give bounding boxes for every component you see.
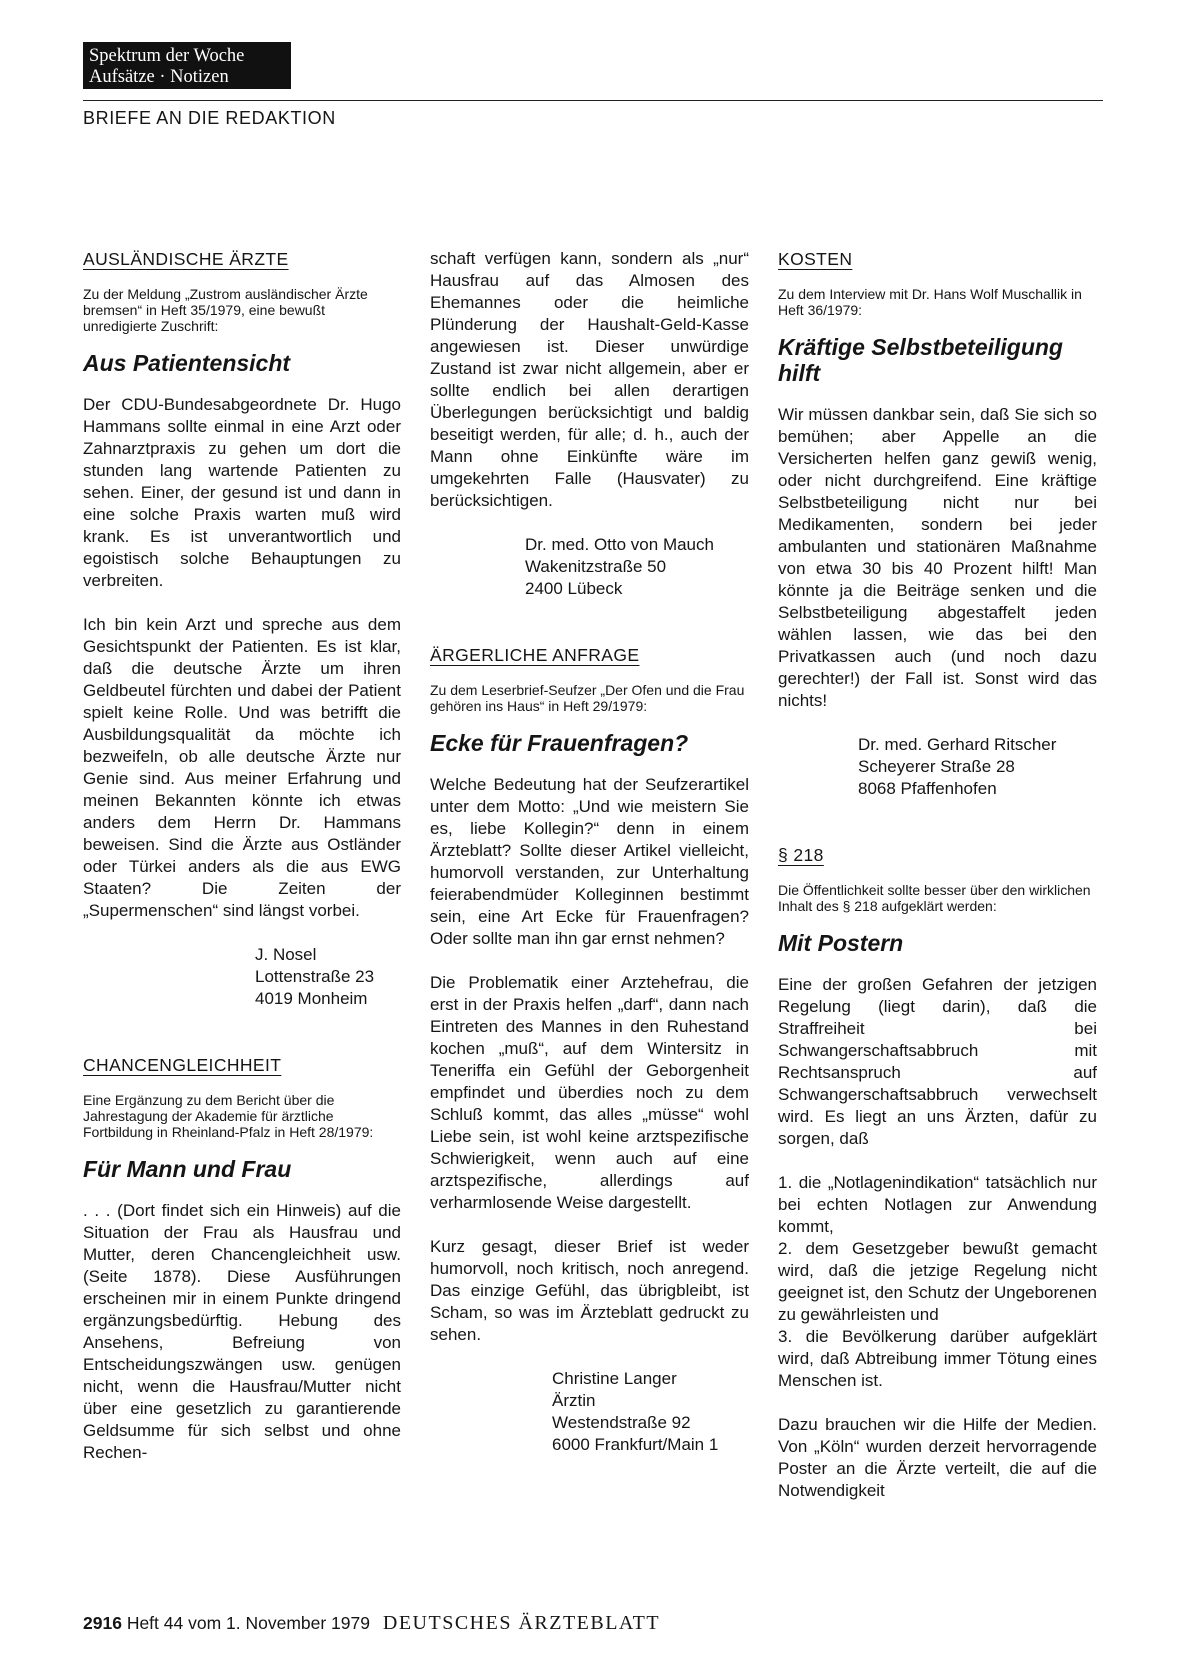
column-2 <box>430 248 749 1478</box>
intro-text: Zu dem Leserbrief-Seufzer „Der Ofen und die Frau gehören ins Haus“ in Heft 29/1979: <box>430 682 745 714</box>
article-headline: Aus Patientensicht <box>83 350 291 376</box>
list-item: 2. dem Gesetzgeber bewußt gemacht wird, daß die jetzige Regelung nicht geeignet ist, den Schutz der Ungeborenen zu gewährleisten und <box>778 1239 1097 1324</box>
signature-city: 2400 Lübeck <box>525 579 623 598</box>
signature-name: J. Nosel <box>255 945 317 964</box>
body-paragraph: . . . (Dort findet sich ein Hinweis) auf die Situation der Frau als Hausfrau und Mutter, deren Chancengleichheit usw. (Seite 1878). Diese Ausführungen erscheinen mir in einem Punkte dringend ergänzungsbedürftig. Hebung des Ansehens, Befreiung von Entscheidungszwängen usw. genügen nicht, wenn die Hausfrau/Mutter nicht über eine gesetzlich zu garantierende Geldsumme für sich selbst und ohne Rechen- <box>83 1201 401 1462</box>
intro-text: Zu dem Interview mit Dr. Hans Wolf Muschallik in Heft 36/1979: <box>778 286 1082 318</box>
rubric-kosten: KOSTEN <box>778 249 853 269</box>
article-headline: Für Mann und Frau <box>83 1156 292 1182</box>
column-1 <box>83 248 401 1486</box>
column-3 <box>778 248 1097 1524</box>
rubric-auslaendische-aerzte: AUSLÄNDISCHE ÄRZTE <box>83 249 289 269</box>
list-item: 3. die Bevölkerung darüber aufgeklärt wird, daß Abtreibung immer Tötung eines Menschen ist. <box>778 1327 1097 1390</box>
signature-name: Dr. med. Otto von Mauch <box>525 535 714 554</box>
intro-text: Zu der Meldung „Zustrom ausländischer Ärzte bremsen“ in Heft 35/1979, eine bewußt unredigierte Zuschrift: <box>83 286 368 334</box>
article-headline: Ecke für Frauenfragen? <box>430 730 689 756</box>
badge-line-2: Aufsätze · Notizen <box>89 67 229 87</box>
issue-info: Heft 44 vom 1. November 1979 <box>126 1613 370 1633</box>
section-title: BRIEFE AN DIE REDAKTION <box>83 108 336 128</box>
magazine-name: DEUTSCHES ÄRZTEBLATT <box>382 1612 661 1634</box>
signature-block <box>858 734 1097 800</box>
signature-street: Wakenitzstraße 50 <box>525 557 667 576</box>
body-paragraph: Eine der großen Gefahren der jetzigen Regelung (liegt darin), daß die Straffreiheit bei Schwangerschaftsabbruch mit Rechtsanspruch auf Schwangerschaftsabbruch verwechselt wird. Es liegt an uns Ärzten, dafür zu sorgen, daß <box>778 975 1097 1148</box>
section-badge <box>83 42 291 89</box>
signature-street: Scheyerer Straße 28 <box>858 757 1015 776</box>
body-paragraph: Dazu brauchen wir die Hilfe der Medien. Von „Köln“ wurden derzeit hervorragende Poster an die Ärzte verteilt, die auf die Notwendigkeit <box>778 1415 1097 1500</box>
signature-city: 4019 Monheim <box>255 989 368 1008</box>
body-paragraph: Welche Bedeutung hat der Seufzerartikel unter dem Motto: „Und wie meistern Sie es, liebe Kollegin?“ denn in einem Ärzteblatt? Sollte dieser Artikel vielleicht, humorvoll verstanden, zur Unterhaltung feierabendmüder Kolleginnen bestimmt sein, eine Art Ecke für Frauenfragen? Oder sollte man ihn gar ernst nehmen? <box>430 775 749 948</box>
body-paragraph: Kurz gesagt, dieser Brief ist weder humorvoll, noch kritisch, noch anregend. Das einzige Gefühl, das übrigbleibt, ist Scham, so was im Ärzteblatt gedruckt zu sehen. <box>430 1237 749 1344</box>
rubric-aergerliche-anfrage: ÄRGERLICHE ANFRAGE <box>430 645 640 665</box>
signature-name: Christine Langer <box>552 1369 677 1388</box>
badge-line-1: Spektrum der Woche <box>89 46 245 66</box>
signature-name: Dr. med. Gerhard Ritscher <box>858 735 1057 754</box>
body-paragraph: schaft verfügen kann, sondern als „nur“ Hausfrau auf das Almosen des Ehemannes oder die heimliche Plünderung der Haushalt-Geld-Kasse angewiesen ist. Dieser unwürdige Zustand ist zwar nicht allgemein, aber er sollte endlich bei allen derartigen Überlegungen berücksichtigt und baldig beseitigt werden, für alle; d. h., auch der Mann ohne Einkünfte wäre im umgekehrten Falle (Hausvater) zu berücksichtigen. <box>430 249 749 510</box>
rubric-paragraph-218: § 218 <box>778 845 824 865</box>
body-paragraph: Die Problematik einer Arztehefrau, die erst in der Praxis helfen „darf“, dann nach Eintreten des Mannes in den Ruhestand kochen „muß“, auf dem Wintersitz in Teneriffa ein Gefühl der Geborgenheit empfindet und überdies noch zu dem Schluß kommt, das alles „müsse“ wohl Liebe sein, ist wohl keine arztspezifische Schwierigkeit, wenn auch auf eine arztspezifische, allerdings auf verharmlosende Weise dargestellt. <box>430 973 749 1212</box>
signature-block <box>525 534 749 600</box>
signature-title: Ärztin <box>552 1391 596 1410</box>
page-footer <box>83 1612 660 1635</box>
rubric-chancengleichheit: CHANCENGLEICHHEIT <box>83 1055 282 1075</box>
signature-street: Lottenstraße 23 <box>255 967 375 986</box>
signature-city: 6000 Frankfurt/Main 1 <box>552 1435 719 1454</box>
body-paragraph: Ich bin kein Arzt und spreche aus dem Gesichtspunkt der Patienten. Es ist klar, daß die deutsche Ärzte um ihren Geldbeutel fürchten und dabei der Patient spielt keine Rolle. Und was betrifft die Ausbildungsqualität da möchte ich bezweifeln, ob alle deutsche Ärzte nur Genie sind. Aus meiner Erfahrung und meinen Bekannten könnte ich etwas anders dem Herrn Dr. Hammans beweisen. Sind die Ärzte aus Ostländer oder Türkei anders als die aus EWG Staaten? Die Zeiten der „Supermenschen“ sind längst vorbei. <box>83 615 401 920</box>
signature-block <box>255 944 401 1010</box>
signature-street: Westendstraße 92 <box>552 1413 691 1432</box>
list-item: 1. die „Notlagenindikation“ tatsächlich nur bei echten Notlagen zur Anwendung kommt, <box>778 1173 1097 1236</box>
page-number: 2916 <box>83 1613 122 1633</box>
intro-text: Eine Ergänzung zu dem Bericht über die Jahrestagung der Akademie für ärztliche Fortbildung in Rheinland-Pfalz in Heft 28/1979: <box>83 1092 374 1140</box>
header-rule <box>83 100 1103 101</box>
body-paragraph: Wir müssen dankbar sein, daß Sie sich so bemühen; aber Appelle an die Versicherten helfen ganz gewiß wenig, oder nicht durchgreifend. Eine kräftige Selbstbeteiligung nicht nur bei Medikamenten, sondern bei jeder ambulanten und stationären Maßnahme von etwa 30 bis 40 Prozent hilft! Man könnte ja die Beiträge senken und die Selbstbeteiligung abgestaffelt jeden wählen lassen, wie das bei den Privatkassen auch (und noch dazu gerechter!) der Fall ist. Sonst wird das nichts! <box>778 405 1097 710</box>
article-headline: Mit Postern <box>778 930 904 956</box>
intro-text: Die Öffentlichkeit sollte besser über den wirklichen Inhalt des § 218 aufgeklärt werden: <box>778 882 1091 914</box>
signature-block <box>552 1368 749 1456</box>
signature-city: 8068 Pfaffenhofen <box>858 779 997 798</box>
article-headline: Kräftige Selbstbeteiligung hilft <box>778 334 1063 386</box>
body-paragraph: Der CDU-Bundesabgeordnete Dr. Hugo Hammans sollte einmal in eine Arzt oder Zahnarztpraxis zu gehen um dort die stunden lang wartende Patienten zu sehen. Einer, der gesund ist und dann in eine solche Praxis warten muß wird krank. Es ist unverantwortlich und egoistisch solche Behauptungen zu verbreiten. <box>83 395 401 590</box>
